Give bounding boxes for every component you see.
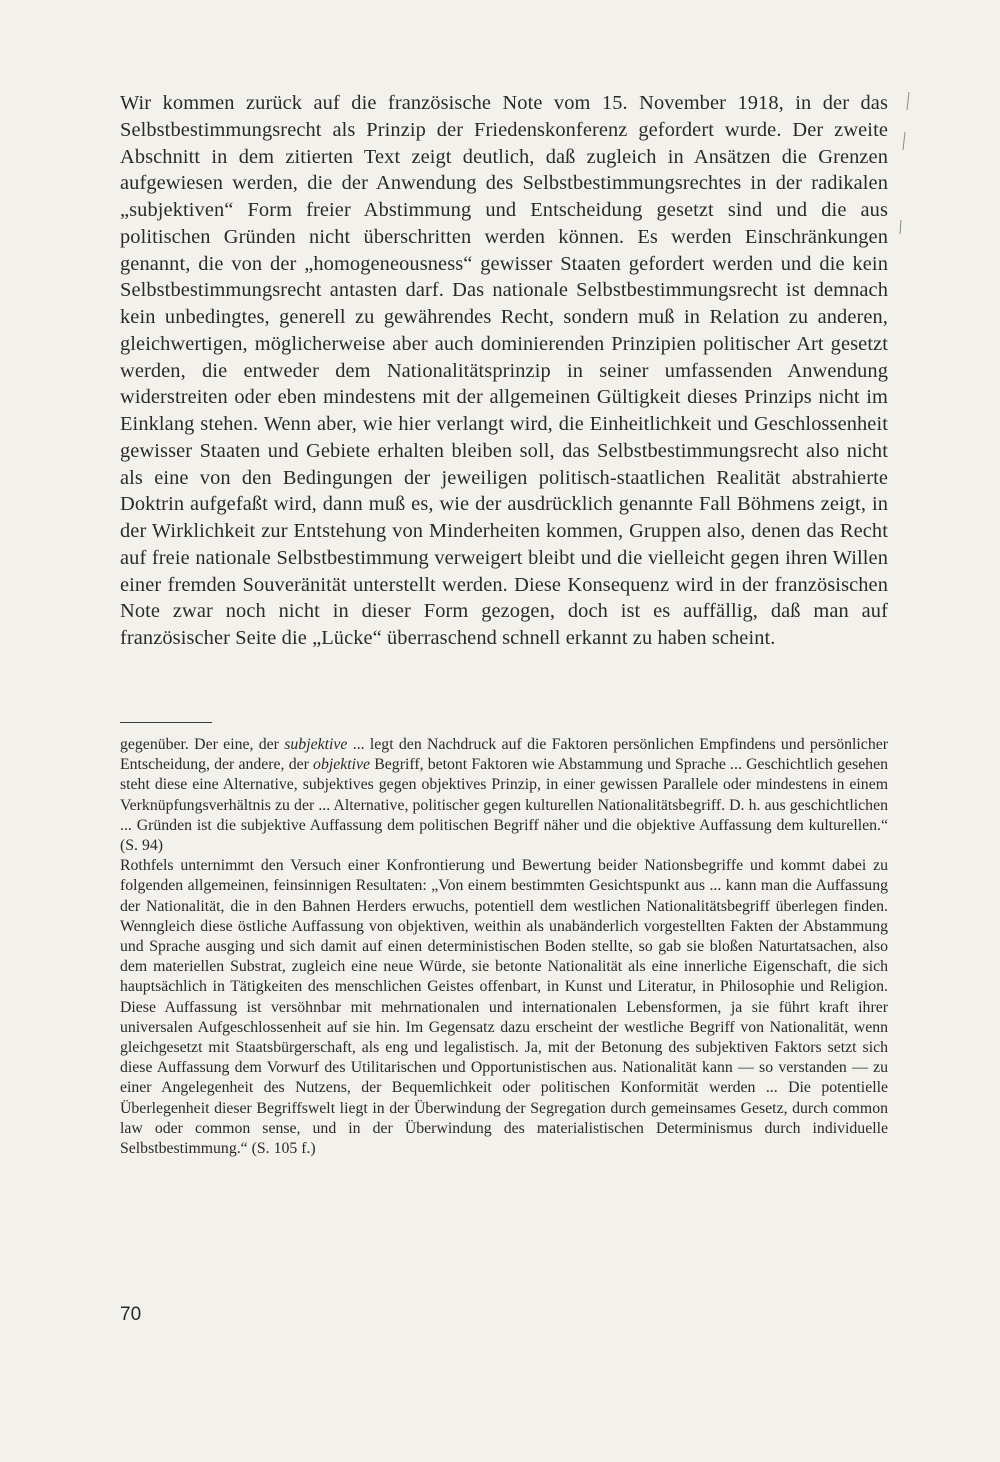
page-number: 70 xyxy=(120,1304,142,1325)
footnotes xyxy=(120,735,888,1159)
footnote-rothfels: Rothfels unternimmt den Versuch einer Konfrontierung und Bewertung beider Nationsbegriffe und kommt dabei zu folgenden allgemeinen, feinsinnigen Resultaten: „Von einem bestimmten Gesichtspunkt aus ... kann man die Auffassung der Nationalität, die in den Bahnen Herders erwuchs, potentiell dem westlichen Nationalitätsbegriff überlegen finden. Wenngleich diese östliche Auffassung von objektiven, weithin als unabänderlich vorgestellten Fakten der Abstammung und Sprache ausging und sich damit auf einen deterministischen Boden stellte, so gab sie bloßen Naturtatsachen, also dem materiellen Substrat, zugleich eine neue Würde, sie betonte Nationalität als eine innerliche Eigenschaft, die sich hauptsächlich in Tätigkeiten des menschlichen Geistes offenbart, in Kunst und Literatur, in Philosophie und Religion. Diese Auffassung ist versöhnbar mit mehrnationalen und internationalen Lebensformen, ja sie führt kraft ihrer universalen Aufgeschlossenheit auf sie hin. Im Gegensatz dazu erscheint der westliche Begriff von Nationalität, wenn gleichgesetzt mit Staatsbürgerschaft, als eng und legalistisch. Ja, mit der Betonung des subjektiven Faktors setzt sich diese Auffassung dem Vorwurf des Utilitarischen und Opportunistischen aus. Nationalität kann — so verstanden — zu einer Angelegenheit des Nutzens, der Bequemlichkeit oder politischen Konformität werden ... Die potentielle Überlegenheit dieser Begriffswelt liegt in der Überwindung der Segregation durch gemeinsames Gesetz, durch common law oder common sense, und in der Überwindung des materialistischen Determinismus durch individuelle Selbstbestimmung.“ (S. 105 f.) xyxy=(120,857,888,1158)
footnote-text: Begriff, betont Faktoren wie Abstammung und Sprache ... Geschichtlich gesehen steht diese eine Alternative, subjektives gegen objektives Prinzip, in einer gewissen Parallele oder mindestens in einem Verknüpfungsverhältnis zu der ... Alternative, politischer gegen kulturellen Nationalitätsbegriff. D. h. aus geschichtlichen ... Gründen ist die subjektive Auffassung dem politischen Begriff näher und die objektive Auffassung dem kulturellen.“ (S. 94) xyxy=(120,756,888,855)
footnote-emphasis: objektive xyxy=(313,756,371,774)
footnote-text: gegenüber. Der eine, der xyxy=(120,736,285,753)
main-paragraph: Wir kommen zurück auf die französische Note vom 15. November 1918, in der das Selbstbestimmungsrecht als Prinzip der Friedenskonferenz gefordert wurde. Der zweite Abschnitt in dem zitierten Text zeigt deutlich, daß zugleich in Ansätzen die Grenzen aufgewiesen werden, die der Anwendung des Selbstbestimmungsrechtes in der radikalen „subjektiven“ Form freier Abstimmung und Entscheidung gesetzt sind und die aus politischen Gründen nicht überschritten werden können. Es werden Einschränkungen genannt, die von der „homogeneousness“ gewisser Staaten gefordert werden und die kein Selbstbestimmungsrecht antasten darf. Das nationale Selbstbestimmungsrecht ist demnach kein unbedingtes, generell zu gewährendes Recht, sondern muß in Relation zu anderen, gleichwertigen, möglicherweise aber auch dominierenden Prinzipien politischer Art gesetzt werden, die entweder dem Nationalitätsprinzip in seiner umfassenden Anwendung widerstreiten oder eben mindestens mit der allgemeinen Gültigkeit dieses Prinzips nicht im Einklang stehen. Wenn aber, wie hier verlangt wird, die Einheitlichkeit und Geschlossenheit gewisser Staaten und Gebiete erhalten bleiben soll, das Selbstbestimmungsrecht also nicht als eine von den Bedingungen der jeweiligen politisch-staatlichen Realität abstrahierte Doktrin aufgefaßt wird, dann muß es, wie der ausdrücklich genannte Fall Böhmens zeigt, in der Wirklichkeit zur Entstehung von Minderheiten kommen, Gruppen also, denen das Recht auf freie nationale Selbstbestimmung verweigert bleibt und die vielleicht gegen ihren Willen einer fremden Souveränität unterstellt werden. Diese Konsequenz wird in der französischen Note zwar noch nicht in dieser Form gezogen, doch ist es auffällig, daß man auf französischer Seite die „Lücke“ überraschend schnell erkannt zu haben scheint. xyxy=(120,92,888,649)
footnote-continuation xyxy=(120,735,888,856)
footnote-text: ... legt den Nachdruck auf die Faktoren persönlichen Empfindens und persönlicher Entscheidung, der andere, der xyxy=(120,736,888,774)
footnote-emphasis: subjektive xyxy=(284,736,348,753)
footnote-separator xyxy=(120,722,212,723)
margin-pencil-mark xyxy=(893,88,913,238)
